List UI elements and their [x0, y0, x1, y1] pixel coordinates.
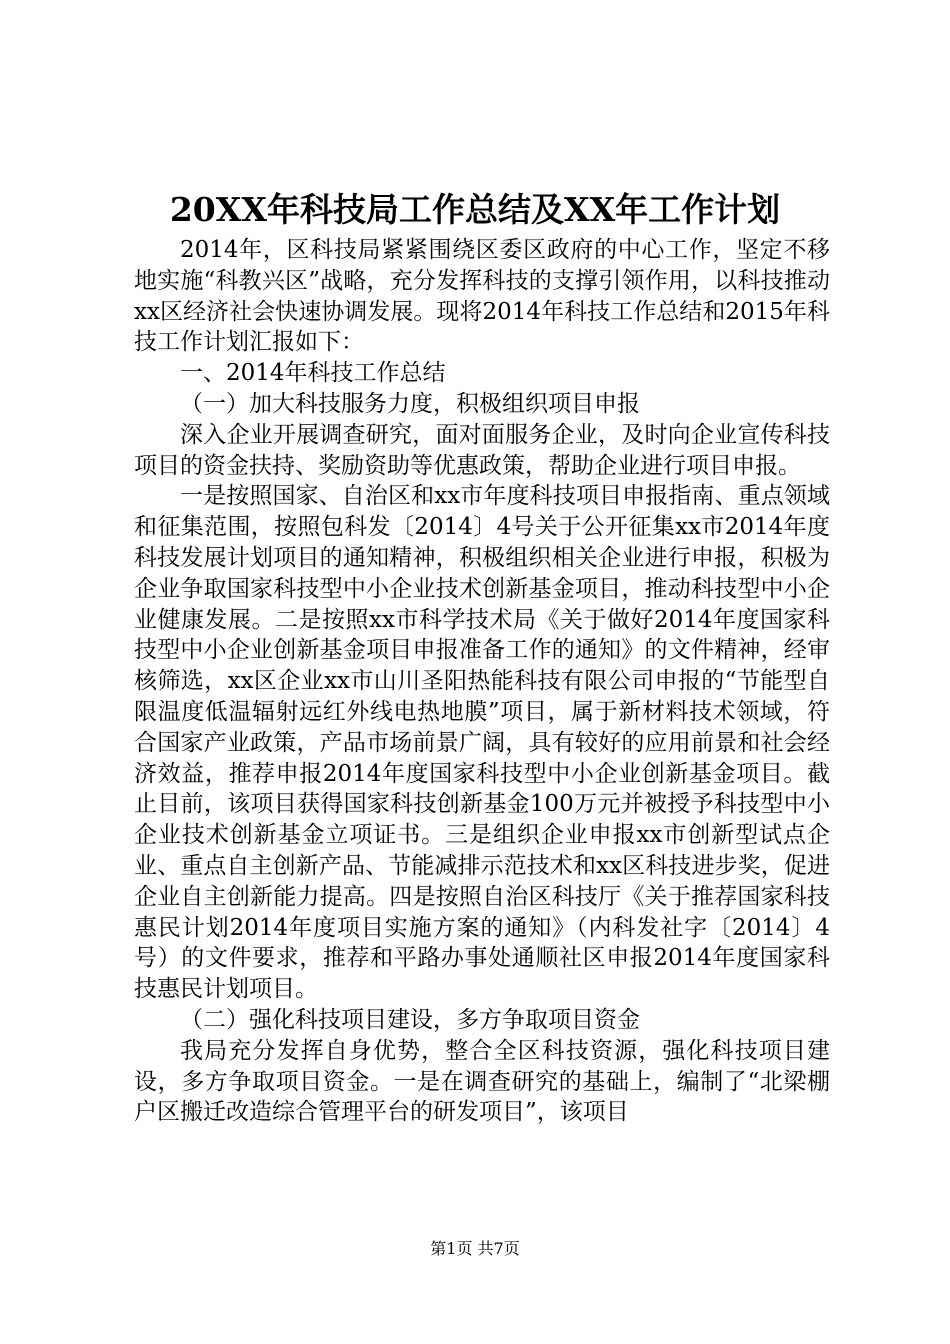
page-number: 第1页: [430, 1239, 473, 1258]
document-title: 20XX年科技局工作总结及XX年工作计划: [169, 190, 781, 229]
subsection-heading-2: （二）强化科技项目建设，多方争取项目资金: [180, 1006, 640, 1033]
subsection-heading-1: （一）加大科技服务力度，积极组织项目申报: [180, 390, 640, 417]
paragraph-funding: 我局充分发挥自身优势，整合全区科技资源，强化科技项目建设，多方争取项目资金。一是在调查研究的基础上，编制了“北梁棚户区搬迁改造综合管理平台的研发项目”，该项目: [134, 1037, 830, 1126]
paragraph-projects: 一是按照国家、自治区和xx市年度科技项目申报指南、重点领域和征集范围，按照包科发〔2014〕4号关于公开征集xx市2014年度科技发展计划项目的通知精神，积极组织相关企业进行申报，积极为企业争取国家科技型中小企业技术创新基金项目，推动科技型中小企业健康发展。二是按照xx市科学技术局《关于做好2014年度国家科技型中小企业创新基金项目申报准备工作的通知》的文件精神，经审核筛选，xx区企业xx市山川圣阳热能科技有限公司申报的“节能型自限温度低温辐射远红外线电热地膜”项目，属于新材料技术领域，符合国家产业政策，产品市场前景广阔，具有较好的应用前景和社会经济效益，推荐申报2014年度国家科技型中小企业创新基金项目。截止目前，该项目获得国家科技创新基金100万元并被授予科技型中小企业技术创新基金立项证书。三是组织企业申报xx市创新型试点企业、重点自主创新产品、节能减排示范技术和xx区科技进步奖，促进企业自主创新能力提高。四是按照自治区科技厅《关于推荐国家科技惠民计划2014年度项目实施方案的通知》（内科发社字〔2014〕4号）的文件要求，推荐和平路办事处通顺社区申报2014年度国家科技惠民计划项目。: [134, 483, 830, 1003]
section-heading-1: 一、2014年科技工作总结: [180, 360, 446, 387]
paragraph-service: 深入企业开展调查研究，面对面服务企业，及时向企业宣传科技项目的资金扶持、奖励资助等优惠政策，帮助企业进行项目申报。: [134, 421, 830, 479]
page-footer: [0, 1238, 950, 1260]
page-total: 共7页: [477, 1239, 520, 1258]
paragraph-intro: 2014年，区科技局紧紧围绕区委区政府的中心工作，坚定不移地实施“科教兴区”战略，充分发挥科技的支撑引领作用，以科技推动xx区经济社会快速协调发展。现将2014年科技工作总结和2015年科技工作计划汇报如下：: [134, 237, 830, 356]
document-body: [134, 235, 830, 1128]
